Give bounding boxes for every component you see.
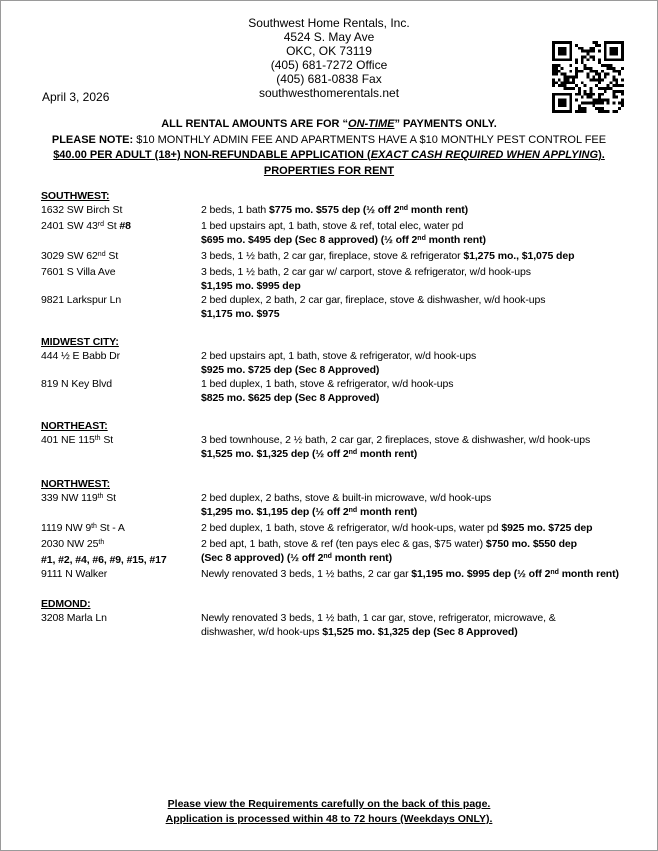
notice-line: ALL RENTAL AMOUNTS ARE FOR “ON-TIME” PAYMENTS ONLY. [161, 118, 497, 130]
section-title: SOUTHWEST: [41, 190, 110, 202]
address-line: 819 N Key Blvd [41, 378, 112, 390]
property-description [201, 377, 657, 405]
company-phone-fax: (405) 681-0838 Fax [276, 72, 382, 86]
description-line: dishwasher, w/d hook-ups $1,525 mo. $1,325 dep (Sec 8 Approved) [201, 626, 518, 638]
description-line: $1,295 mo. $1,195 dep (½ off 2nd month rent) [201, 506, 418, 518]
property-row [41, 377, 657, 405]
description-line: $1,175 mo. $975 [201, 308, 280, 320]
description-line: 2 bed upstairs apt, 1 bath, stove & refrigerator, w/d hook-ups [201, 350, 477, 362]
property-address [41, 349, 201, 363]
property-description [201, 249, 657, 263]
property-description [201, 293, 657, 321]
description-line: 2 bed duplex, 1 bath, stove & refrigerator, w/d hook-ups, water pd $925 mo. $725 dep [201, 522, 593, 534]
description-line: $1,195 mo. $995 dep [201, 280, 301, 292]
company-street: 4524 S. May Ave [283, 30, 375, 44]
property-section [41, 477, 657, 583]
address-line: 1119 NW 9th St - A [41, 522, 125, 534]
footer-note-processing: Application is processed within 48 to 72 hours (Weekdays ONLY). [165, 813, 493, 825]
address-line: 1632 SW Birch St [41, 204, 123, 216]
property-address [41, 219, 201, 235]
description-line: 2 bed duplex, 2 bath, 2 car gar, fireplace, stove & dishwasher, w/d hook-ups [201, 294, 546, 306]
property-section [41, 597, 657, 639]
description-line: 2 bed apt, 1 bath, stove & ref (ten pays elec & gas, $75 water) $750 mo. $550 dep [201, 538, 577, 550]
property-address [41, 203, 201, 217]
property-row [41, 521, 657, 537]
property-description [201, 567, 657, 583]
property-row [41, 265, 657, 293]
property-description [201, 265, 657, 293]
company-name: Southwest Home Rentals, Inc. [248, 16, 410, 30]
document-header [1, 1, 657, 105]
description-line: 1 bed upstairs apt, 1 bath, stove & ref, total elec, water pd [201, 220, 464, 232]
description-line: $695 mo. $495 dep (Sec 8 approved) (½ off 2nd month rent) [201, 234, 486, 246]
property-row [41, 203, 657, 219]
property-description [201, 219, 657, 249]
description-line: $825 mo. $625 dep (Sec 8 Approved) [201, 392, 380, 404]
property-row [41, 537, 657, 567]
address-line: 9111 N Walker [41, 568, 108, 580]
description-line: 3 beds, 1 ½ bath, 2 car gar, fireplace, stove & refrigerator $1,275 mo., $1,075 dep [201, 250, 575, 262]
address-line: 2401 SW 43rd St #8 [41, 220, 131, 232]
footer-notes [1, 797, 657, 827]
description-line: $925 mo. $725 dep (Sec 8 Approved) [201, 364, 380, 376]
property-address [41, 377, 201, 391]
property-section [41, 419, 657, 463]
footer-note-requirements: Please view the Requirements carefully on the back of this page. [167, 798, 491, 810]
property-row [41, 349, 657, 377]
property-row [41, 293, 657, 321]
document-date: April 3, 2026 [42, 90, 110, 104]
section-title: NORTHWEST: [41, 478, 110, 490]
notice-line: $40.00 PER ADULT (18+) NON-REFUNDABLE APPLICATION (EXACT CASH REQUIRED WHEN APPLYING). [53, 149, 605, 161]
section-title: NORTHEAST: [41, 420, 108, 432]
property-address [41, 491, 201, 507]
property-row [41, 433, 657, 463]
description-line: 3 bed townhouse, 2 ½ bath, 2 car gar, 2 fireplaces, stove & dishwasher, w/d hook-ups [201, 434, 591, 446]
property-section [41, 189, 657, 321]
address-line: 9821 Larkspur Ln [41, 294, 122, 306]
notice-line: PROPERTIES FOR RENT [263, 164, 395, 177]
property-address [41, 265, 201, 279]
property-address [41, 537, 201, 567]
address-line: 401 NE 115th St [41, 434, 114, 446]
property-address [41, 567, 201, 581]
property-row [41, 567, 657, 583]
description-line: 3 beds, 1 ½ bath, 2 car gar w/ carport, stove & refrigerator, w/d hook-ups [201, 266, 531, 278]
company-website: southwesthomerentals.net [258, 86, 400, 100]
description-line: 2 beds, 1 bath $775 mo. $575 dep (½ off 2nd month rent) [201, 204, 469, 216]
property-section [41, 335, 657, 405]
address-line: 3029 SW 62nd St [41, 250, 119, 262]
description-line: 1 bed duplex, 1 bath, stove & refrigerator, w/d hook-ups [201, 378, 454, 390]
property-address [41, 293, 201, 307]
property-row [41, 249, 657, 265]
property-address [41, 611, 201, 625]
description-line: $1,525 mo. $1,325 dep (½ off 2nd month rent) [201, 448, 418, 460]
property-row [41, 611, 657, 639]
company-city: OKC, OK 73119 [286, 44, 372, 58]
property-description [201, 491, 657, 521]
property-address [41, 249, 201, 265]
description-line: 2 bed duplex, 2 baths, stove & built-in microwave, w/d hook-ups [201, 492, 492, 504]
property-description [201, 521, 657, 535]
section-title: EDMOND: [41, 598, 91, 610]
description-line: (Sec 8 approved) (½ off 2nd month rent) [201, 552, 392, 564]
property-row [41, 491, 657, 521]
property-address [41, 521, 201, 537]
property-description [201, 349, 657, 377]
property-description [201, 433, 657, 463]
address-line: 2030 NW 25th [41, 538, 105, 550]
notice-line: PLEASE NOTE: $10 MONTHLY ADMIN FEE AND APARTMENTS HAVE A $10 MONTHLY PEST CONTROL FEE [51, 133, 607, 146]
address-line: 3208 Marla Ln [41, 612, 107, 624]
description-line: Newly renovated 3 beds, 1 ½ bath, 1 car gar, stove, refrigerator, microwave, & [201, 612, 556, 624]
address-line: #1, #2, #4, #6, #9, #15, #17 [41, 554, 167, 566]
property-description [201, 537, 657, 567]
description-line: Newly renovated 3 beds, 1 ½ baths, 2 car gar $1,195 mo. $995 dep (½ off 2nd month rent) [201, 568, 619, 580]
company-phone-office: (405) 681-7272 Office [270, 58, 388, 72]
property-sections [41, 189, 657, 639]
notice-block [1, 117, 657, 179]
address-line: 7601 S Villa Ave [41, 266, 116, 278]
property-address [41, 433, 201, 449]
property-description [201, 203, 657, 219]
qr-code-icon [552, 41, 624, 113]
section-title: MIDWEST CITY: [41, 336, 119, 348]
property-description [201, 611, 657, 639]
address-line: 444 ½ E Babb Dr [41, 350, 121, 362]
property-row [41, 219, 657, 249]
address-line: 339 NW 119th St [41, 492, 116, 504]
